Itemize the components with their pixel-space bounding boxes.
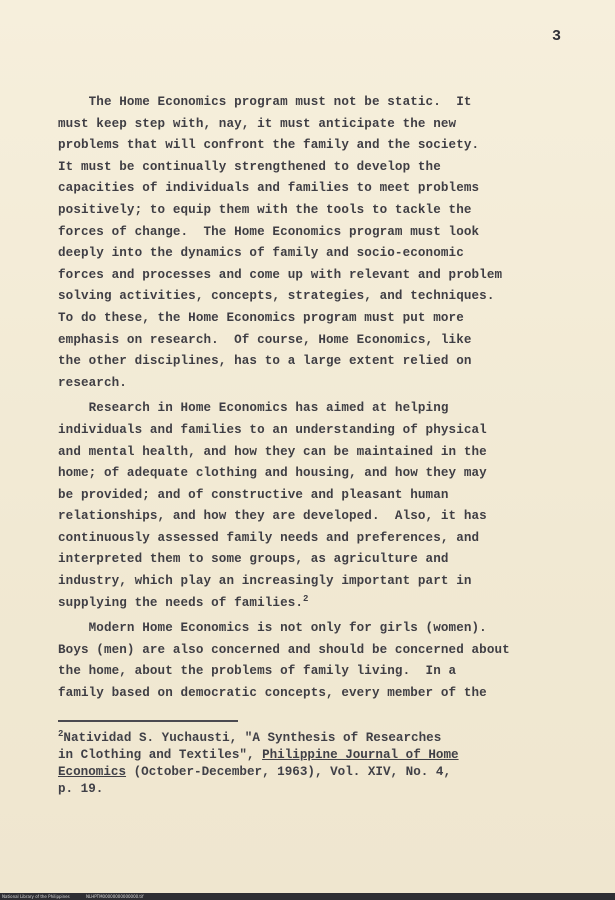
text-line: the home, about the problems of family living. In a bbox=[58, 664, 457, 679]
paragraph-3 bbox=[58, 618, 588, 704]
text-line: individuals and families to an understanding of physical bbox=[58, 422, 487, 437]
footnote bbox=[58, 730, 578, 798]
text-line: home; of adequate clothing and housing, and how they may bbox=[58, 466, 487, 481]
text-line: forces and processes and come up with relevant and problem bbox=[58, 267, 503, 282]
text-line: the other disciplines, has to a large extent relied on bbox=[58, 354, 472, 369]
text-line: emphasis on research. Of course, Home Economics, like bbox=[58, 332, 472, 347]
footnote-line: p. 19. bbox=[58, 782, 104, 796]
text-line: research. bbox=[58, 375, 127, 390]
text-line: relationships, and how they are developed. Also, it has bbox=[58, 509, 487, 524]
text-line: family based on democratic concepts, every member of the bbox=[58, 686, 487, 701]
footnote-line bbox=[58, 764, 578, 781]
footnote-line bbox=[58, 747, 578, 764]
text-line: be provided; and of constructive and pleasant human bbox=[58, 487, 449, 502]
text-line: positively; to equip them with the tools to tackle the bbox=[58, 202, 472, 217]
paragraph-1 bbox=[58, 92, 588, 394]
text-line: and mental health, and how they can be maintained in the bbox=[58, 444, 487, 459]
text-line: industry, which play an increasingly important part in bbox=[58, 574, 472, 589]
footnote-divider bbox=[58, 720, 238, 722]
text-line: Research in Home Economics has aimed at helping bbox=[58, 401, 449, 416]
text-line-content: supplying the needs of families. bbox=[58, 595, 304, 610]
text-line: deeply into the dynamics of family and socio-economic bbox=[58, 246, 464, 261]
text-line: It must be continually strengthened to develop the bbox=[58, 159, 441, 174]
footnote-marker: 2 bbox=[303, 593, 309, 604]
footnote-line bbox=[58, 730, 578, 747]
journal-title: Philippine Journal of Home bbox=[262, 748, 459, 762]
text-line: problems that will confront the family and the society. bbox=[58, 138, 480, 153]
scan-credit: National Library of the Philippines bbox=[2, 894, 70, 899]
text-line: Boys (men) are also concerned and should be concerned about bbox=[58, 642, 510, 657]
text-line: capacities of individuals and families to meet problems bbox=[58, 181, 480, 196]
text-line: To do these, the Home Economics program must put more bbox=[58, 310, 464, 325]
footnote-text: in Clothing and Textiles", bbox=[58, 748, 263, 762]
body-text bbox=[58, 92, 588, 709]
text-line: must keep step with, nay, it must anticipate the new bbox=[58, 116, 457, 131]
page-number: 3 bbox=[551, 28, 561, 45]
text-line-with-footnote bbox=[58, 593, 588, 615]
text-line: continuously assessed family needs and preferences, and bbox=[58, 530, 480, 545]
journal-title: Economics bbox=[58, 765, 127, 779]
text-line: forces of change. The Home Economics program must look bbox=[58, 224, 480, 239]
text-line: interpreted them to some groups, as agriculture and bbox=[58, 552, 449, 567]
scan-code: NLHPTM00000000000000.tif bbox=[86, 894, 144, 899]
text-line: Modern Home Economics is not only for girls (women). bbox=[58, 621, 487, 636]
paragraph-2 bbox=[58, 398, 588, 614]
footnote-number: 2 bbox=[58, 728, 64, 739]
text-line: The Home Economics program must not be static. It bbox=[58, 95, 472, 109]
text-line: solving activities, concepts, strategies, and techniques. bbox=[58, 289, 495, 304]
footnote-text: (October-December, 1963), Vol. XIV, No. 4, bbox=[126, 765, 452, 779]
footnote-text: Natividad S. Yuchausti, "A Synthesis of Researches bbox=[63, 731, 442, 745]
